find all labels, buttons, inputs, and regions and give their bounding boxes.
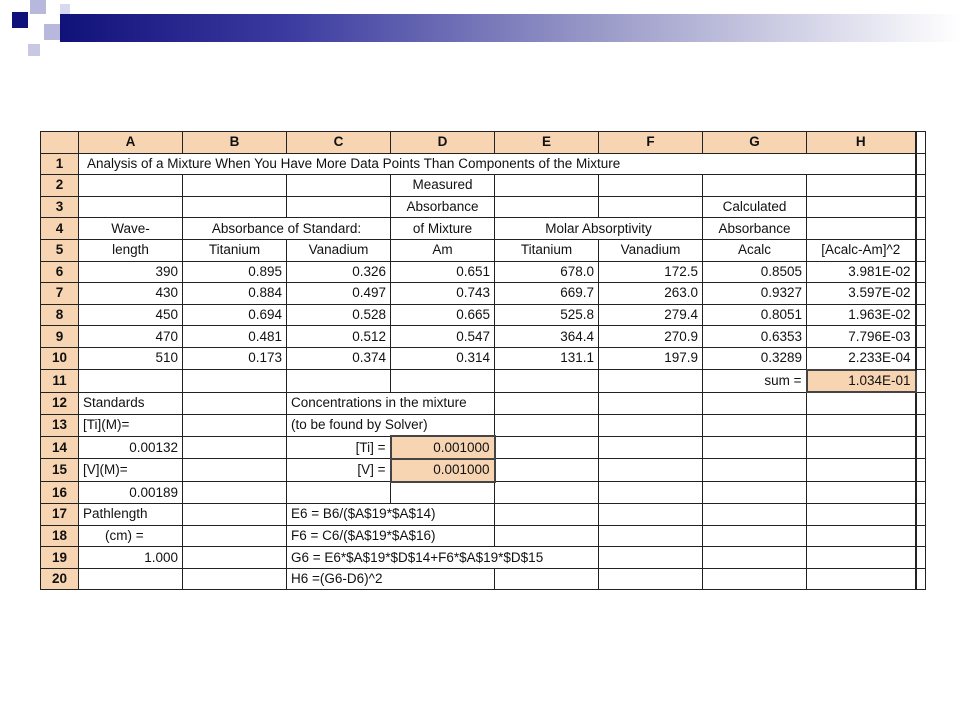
cell[interactable]: 270.9 — [599, 326, 703, 348]
table-row — [41, 239, 926, 261]
column-header-e[interactable]: E — [495, 132, 599, 154]
cell[interactable] — [391, 482, 495, 504]
cell[interactable] — [807, 459, 916, 482]
cell[interactable]: 0.528 — [287, 304, 391, 326]
cell[interactable]: 0.326 — [287, 261, 391, 283]
sheet-edge — [916, 459, 926, 482]
column-header-a[interactable]: A — [79, 132, 183, 154]
header-gradient-bar — [60, 14, 960, 42]
cell[interactable] — [599, 196, 703, 218]
cell[interactable]: 279.4 — [599, 304, 703, 326]
cell[interactable] — [807, 175, 916, 197]
sheet-edge — [916, 239, 926, 261]
table-row — [41, 525, 926, 547]
table-row — [41, 459, 926, 482]
cell[interactable] — [807, 504, 916, 526]
row-header[interactable]: 1 — [41, 153, 79, 175]
cell[interactable] — [703, 482, 807, 504]
cell[interactable] — [183, 525, 287, 547]
cell[interactable] — [495, 175, 599, 197]
sheet-edge — [916, 392, 926, 414]
cell[interactable] — [183, 459, 287, 482]
cell-molar-absorptivity-header[interactable]: Molar Absorptivity — [495, 218, 703, 240]
cell[interactable] — [807, 196, 916, 218]
column-header-d[interactable]: D — [391, 132, 495, 154]
cell[interactable] — [183, 568, 287, 590]
cell[interactable] — [287, 370, 391, 393]
row-header[interactable]: 12 — [41, 392, 79, 414]
cell[interactable] — [79, 175, 183, 197]
row-header[interactable]: 14 — [41, 436, 79, 459]
table-row — [41, 482, 926, 504]
cell[interactable]: 390 — [79, 261, 183, 283]
cell[interactable]: 0.895 — [183, 261, 287, 283]
cell[interactable] — [183, 175, 287, 197]
cell[interactable] — [495, 459, 599, 482]
sheet-title-cell[interactable]: Analysis of a Mixture When You Have More Data Points Than Components of the Mixture — [79, 153, 916, 175]
cell-v-mix-value[interactable]: 0.001000 — [391, 459, 495, 482]
cell-calculated-header[interactable]: Calculated — [703, 196, 807, 218]
sheet-edge — [916, 132, 926, 154]
cell-formula-f6[interactable]: F6 = C6/($A$19*$A$16) — [287, 525, 495, 547]
sheet-edge — [916, 547, 926, 569]
row-header[interactable]: 5 — [41, 239, 79, 261]
row-header[interactable]: 10 — [41, 347, 79, 369]
cell[interactable]: 3.981E-02 — [807, 261, 916, 283]
cell[interactable] — [807, 482, 916, 504]
row-header[interactable]: 3 — [41, 196, 79, 218]
sheet-edge — [916, 370, 926, 393]
cell-ti-mix-label[interactable]: [Ti] = — [287, 436, 391, 459]
cell[interactable]: 0.665 — [391, 304, 495, 326]
cell[interactable] — [703, 436, 807, 459]
row-header[interactable]: 15 — [41, 459, 79, 482]
cell[interactable] — [807, 525, 916, 547]
cell[interactable] — [495, 525, 599, 547]
column-header-c[interactable]: C — [287, 132, 391, 154]
table-row — [41, 347, 926, 369]
cell-formula-h6[interactable]: H6 =(G6-D6)^2 — [287, 568, 495, 590]
cell-of-mixture-header[interactable]: of Mixture — [391, 218, 495, 240]
row-header[interactable]: 16 — [41, 482, 79, 504]
cell-acalc-header[interactable]: Acalc — [703, 239, 807, 261]
table-row — [41, 283, 926, 305]
lilac-square-decoration — [60, 4, 70, 14]
cell[interactable]: 0.8051 — [703, 304, 807, 326]
cell[interactable] — [79, 568, 183, 590]
row-header[interactable]: 7 — [41, 283, 79, 305]
table-row — [41, 326, 926, 348]
cell[interactable] — [183, 482, 287, 504]
cell[interactable] — [495, 370, 599, 393]
cell-vanadium-header[interactable]: Vanadium — [287, 239, 391, 261]
cell[interactable] — [599, 436, 703, 459]
sheet-edge — [916, 283, 926, 305]
cell[interactable] — [703, 504, 807, 526]
table-row — [41, 568, 926, 590]
select-all-corner[interactable] — [41, 132, 79, 154]
cell-am-header[interactable]: Am — [391, 239, 495, 261]
cell[interactable]: 0.173 — [183, 347, 287, 369]
cell[interactable]: 0.884 — [183, 283, 287, 305]
cell-v-mix-label[interactable]: [V] = — [287, 459, 391, 482]
cell[interactable]: 0.9327 — [703, 283, 807, 305]
cell[interactable]: 0.547 — [391, 326, 495, 348]
cell-absorbance-header[interactable]: Absorbance — [391, 196, 495, 218]
cell[interactable]: 0.6353 — [703, 326, 807, 348]
cell[interactable] — [183, 436, 287, 459]
cell[interactable] — [183, 392, 287, 414]
cell-formula-e6[interactable]: E6 = B6/($A$19*$A$14) — [287, 504, 495, 526]
cell[interactable]: 430 — [79, 283, 183, 305]
sheet-edge — [916, 525, 926, 547]
cell[interactable]: 0.694 — [183, 304, 287, 326]
column-header-row — [41, 132, 926, 154]
cell-concentrations-label[interactable]: Concentrations in the mixture — [287, 392, 495, 414]
cell[interactable] — [495, 568, 599, 590]
cell-v-concentration[interactable]: 0.00189 — [79, 482, 183, 504]
cell[interactable]: 0.314 — [391, 347, 495, 369]
table-row — [41, 370, 926, 393]
row-header[interactable]: 8 — [41, 304, 79, 326]
sheet-edge — [916, 482, 926, 504]
cell-absorbance-calc-header[interactable]: Absorbance — [703, 218, 807, 240]
column-header-b[interactable]: B — [183, 132, 287, 154]
cell[interactable] — [391, 370, 495, 393]
cell-titanium-header[interactable]: Titanium — [495, 239, 599, 261]
lilac-square-decoration — [30, 0, 46, 14]
cell[interactable] — [183, 414, 287, 436]
cell-wavelength-header[interactable]: Wave- — [79, 218, 183, 240]
cell[interactable]: 450 — [79, 304, 183, 326]
cell[interactable]: 470 — [79, 326, 183, 348]
cell[interactable]: 678.0 — [495, 261, 599, 283]
table-row — [41, 392, 926, 414]
cell-measured-header[interactable]: Measured — [391, 175, 495, 197]
table-row — [41, 261, 926, 283]
cell[interactable] — [599, 175, 703, 197]
cell[interactable] — [807, 568, 916, 590]
cell[interactable] — [807, 414, 916, 436]
column-header-f[interactable]: F — [599, 132, 703, 154]
cell[interactable] — [703, 547, 807, 569]
cell[interactable] — [183, 370, 287, 393]
cell[interactable]: 0.743 — [391, 283, 495, 305]
cell[interactable] — [495, 504, 599, 526]
sheet-edge — [916, 218, 926, 240]
cell-ti-label[interactable]: [Ti](M)= — [79, 414, 183, 436]
sheet-edge — [916, 326, 926, 348]
row-header[interactable]: 4 — [41, 218, 79, 240]
sheet-edge — [916, 196, 926, 218]
cell[interactable] — [703, 392, 807, 414]
cell[interactable] — [599, 568, 703, 590]
cell[interactable] — [703, 568, 807, 590]
cell[interactable]: 1.963E-02 — [807, 304, 916, 326]
cell[interactable] — [495, 196, 599, 218]
cell[interactable] — [183, 547, 287, 569]
lilac-square-decoration — [28, 44, 40, 56]
cell[interactable] — [287, 196, 391, 218]
cell[interactable] — [599, 482, 703, 504]
cell[interactable]: 172.5 — [599, 261, 703, 283]
cell-pathlength-value[interactable]: 1.000 — [79, 547, 183, 569]
cell-solver-note[interactable]: (to be found by Solver) — [287, 414, 495, 436]
cell-pathlength-label[interactable]: Pathlength — [79, 504, 183, 526]
cell[interactable]: 0.3289 — [703, 347, 807, 369]
row-header[interactable]: 19 — [41, 547, 79, 569]
cell[interactable]: 669.7 — [495, 283, 599, 305]
cell[interactable] — [183, 504, 287, 526]
table-row — [41, 175, 926, 197]
table-row — [41, 304, 926, 326]
cell[interactable] — [599, 547, 703, 569]
cell[interactable] — [807, 547, 916, 569]
cell[interactable] — [703, 459, 807, 482]
cell-ti-mix-value[interactable]: 0.001000 — [391, 436, 495, 459]
cell[interactable]: 197.9 — [599, 347, 703, 369]
cell[interactable] — [703, 525, 807, 547]
cell-standards-label[interactable]: Standards — [79, 392, 183, 414]
cell-squared-diff-header[interactable]: [Acalc-Am]^2 — [807, 239, 916, 261]
cell[interactable]: 510 — [79, 347, 183, 369]
cell[interactable] — [599, 392, 703, 414]
row-header[interactable]: 11 — [41, 370, 79, 393]
cell[interactable] — [599, 459, 703, 482]
row-header[interactable]: 6 — [41, 261, 79, 283]
cell[interactable] — [703, 175, 807, 197]
table-row — [41, 218, 926, 240]
cell[interactable] — [599, 525, 703, 547]
cell-sum-value[interactable]: 1.034E-01 — [807, 370, 916, 393]
sheet-edge — [916, 568, 926, 590]
sheet-edge — [916, 153, 926, 175]
row-header[interactable]: 18 — [41, 525, 79, 547]
sheet-edge — [916, 261, 926, 283]
sheet-edge — [916, 504, 926, 526]
sheet-edge — [916, 347, 926, 369]
cell-absorbance-standard-header[interactable]: Absorbance of Standard: — [183, 218, 391, 240]
cell-ti-concentration[interactable]: 0.00132 — [79, 436, 183, 459]
lilac-square-decoration — [44, 24, 60, 40]
column-header-g[interactable]: G — [703, 132, 807, 154]
sheet-edge — [916, 304, 926, 326]
row-header[interactable]: 17 — [41, 504, 79, 526]
cell[interactable]: 0.497 — [287, 283, 391, 305]
cell[interactable] — [79, 196, 183, 218]
row-header[interactable]: 13 — [41, 414, 79, 436]
table-row — [41, 153, 926, 175]
cell-cm-label[interactable]: (cm) = — [79, 525, 183, 547]
cell[interactable]: 131.1 — [495, 347, 599, 369]
cell-titanium-header[interactable]: Titanium — [183, 239, 287, 261]
sheet-edge — [916, 414, 926, 436]
cell[interactable] — [495, 436, 599, 459]
cell-length-header[interactable]: length — [79, 239, 183, 261]
column-header-h[interactable]: H — [807, 132, 916, 154]
cell[interactable]: 0.651 — [391, 261, 495, 283]
cell[interactable] — [599, 504, 703, 526]
cell[interactable]: 0.512 — [287, 326, 391, 348]
navy-square-decoration — [12, 12, 28, 28]
table-row — [41, 504, 926, 526]
cell[interactable] — [807, 436, 916, 459]
table-row — [41, 436, 926, 459]
cell[interactable] — [599, 414, 703, 436]
cell[interactable]: 364.4 — [495, 326, 599, 348]
table-row — [41, 196, 926, 218]
cell[interactable] — [287, 175, 391, 197]
cell[interactable] — [807, 392, 916, 414]
row-header[interactable]: 9 — [41, 326, 79, 348]
cell-v-label[interactable]: [V](M)= — [79, 459, 183, 482]
table-row — [41, 414, 926, 436]
cell[interactable]: 0.8505 — [703, 261, 807, 283]
cell[interactable]: 3.597E-02 — [807, 283, 916, 305]
cell[interactable]: 0.481 — [183, 326, 287, 348]
cell[interactable]: 0.374 — [287, 347, 391, 369]
table-row — [41, 547, 926, 569]
cell[interactable] — [287, 482, 391, 504]
cell[interactable]: 263.0 — [599, 283, 703, 305]
sheet-edge — [916, 175, 926, 197]
row-header[interactable]: 2 — [41, 175, 79, 197]
cell-vanadium-header[interactable]: Vanadium — [599, 239, 703, 261]
sheet-edge — [916, 436, 926, 459]
spreadsheet — [40, 131, 926, 590]
cell[interactable] — [183, 196, 287, 218]
cell[interactable] — [807, 218, 916, 240]
cell[interactable] — [703, 414, 807, 436]
cell[interactable] — [495, 392, 599, 414]
cell[interactable] — [495, 482, 599, 504]
cell[interactable] — [495, 414, 599, 436]
cell[interactable]: 2.233E-04 — [807, 347, 916, 369]
cell[interactable] — [599, 370, 703, 393]
cell[interactable]: 7.796E-03 — [807, 326, 916, 348]
slide-header-decoration — [0, 0, 960, 60]
cell[interactable]: 525.8 — [495, 304, 599, 326]
cell[interactable] — [79, 370, 183, 393]
row-header[interactable]: 20 — [41, 568, 79, 590]
cell-formula-g6[interactable]: G6 = E6*$A$19*$D$14+F6*$A$19*$D$15 — [287, 547, 599, 569]
cell-sum-label[interactable]: sum = — [703, 370, 807, 393]
